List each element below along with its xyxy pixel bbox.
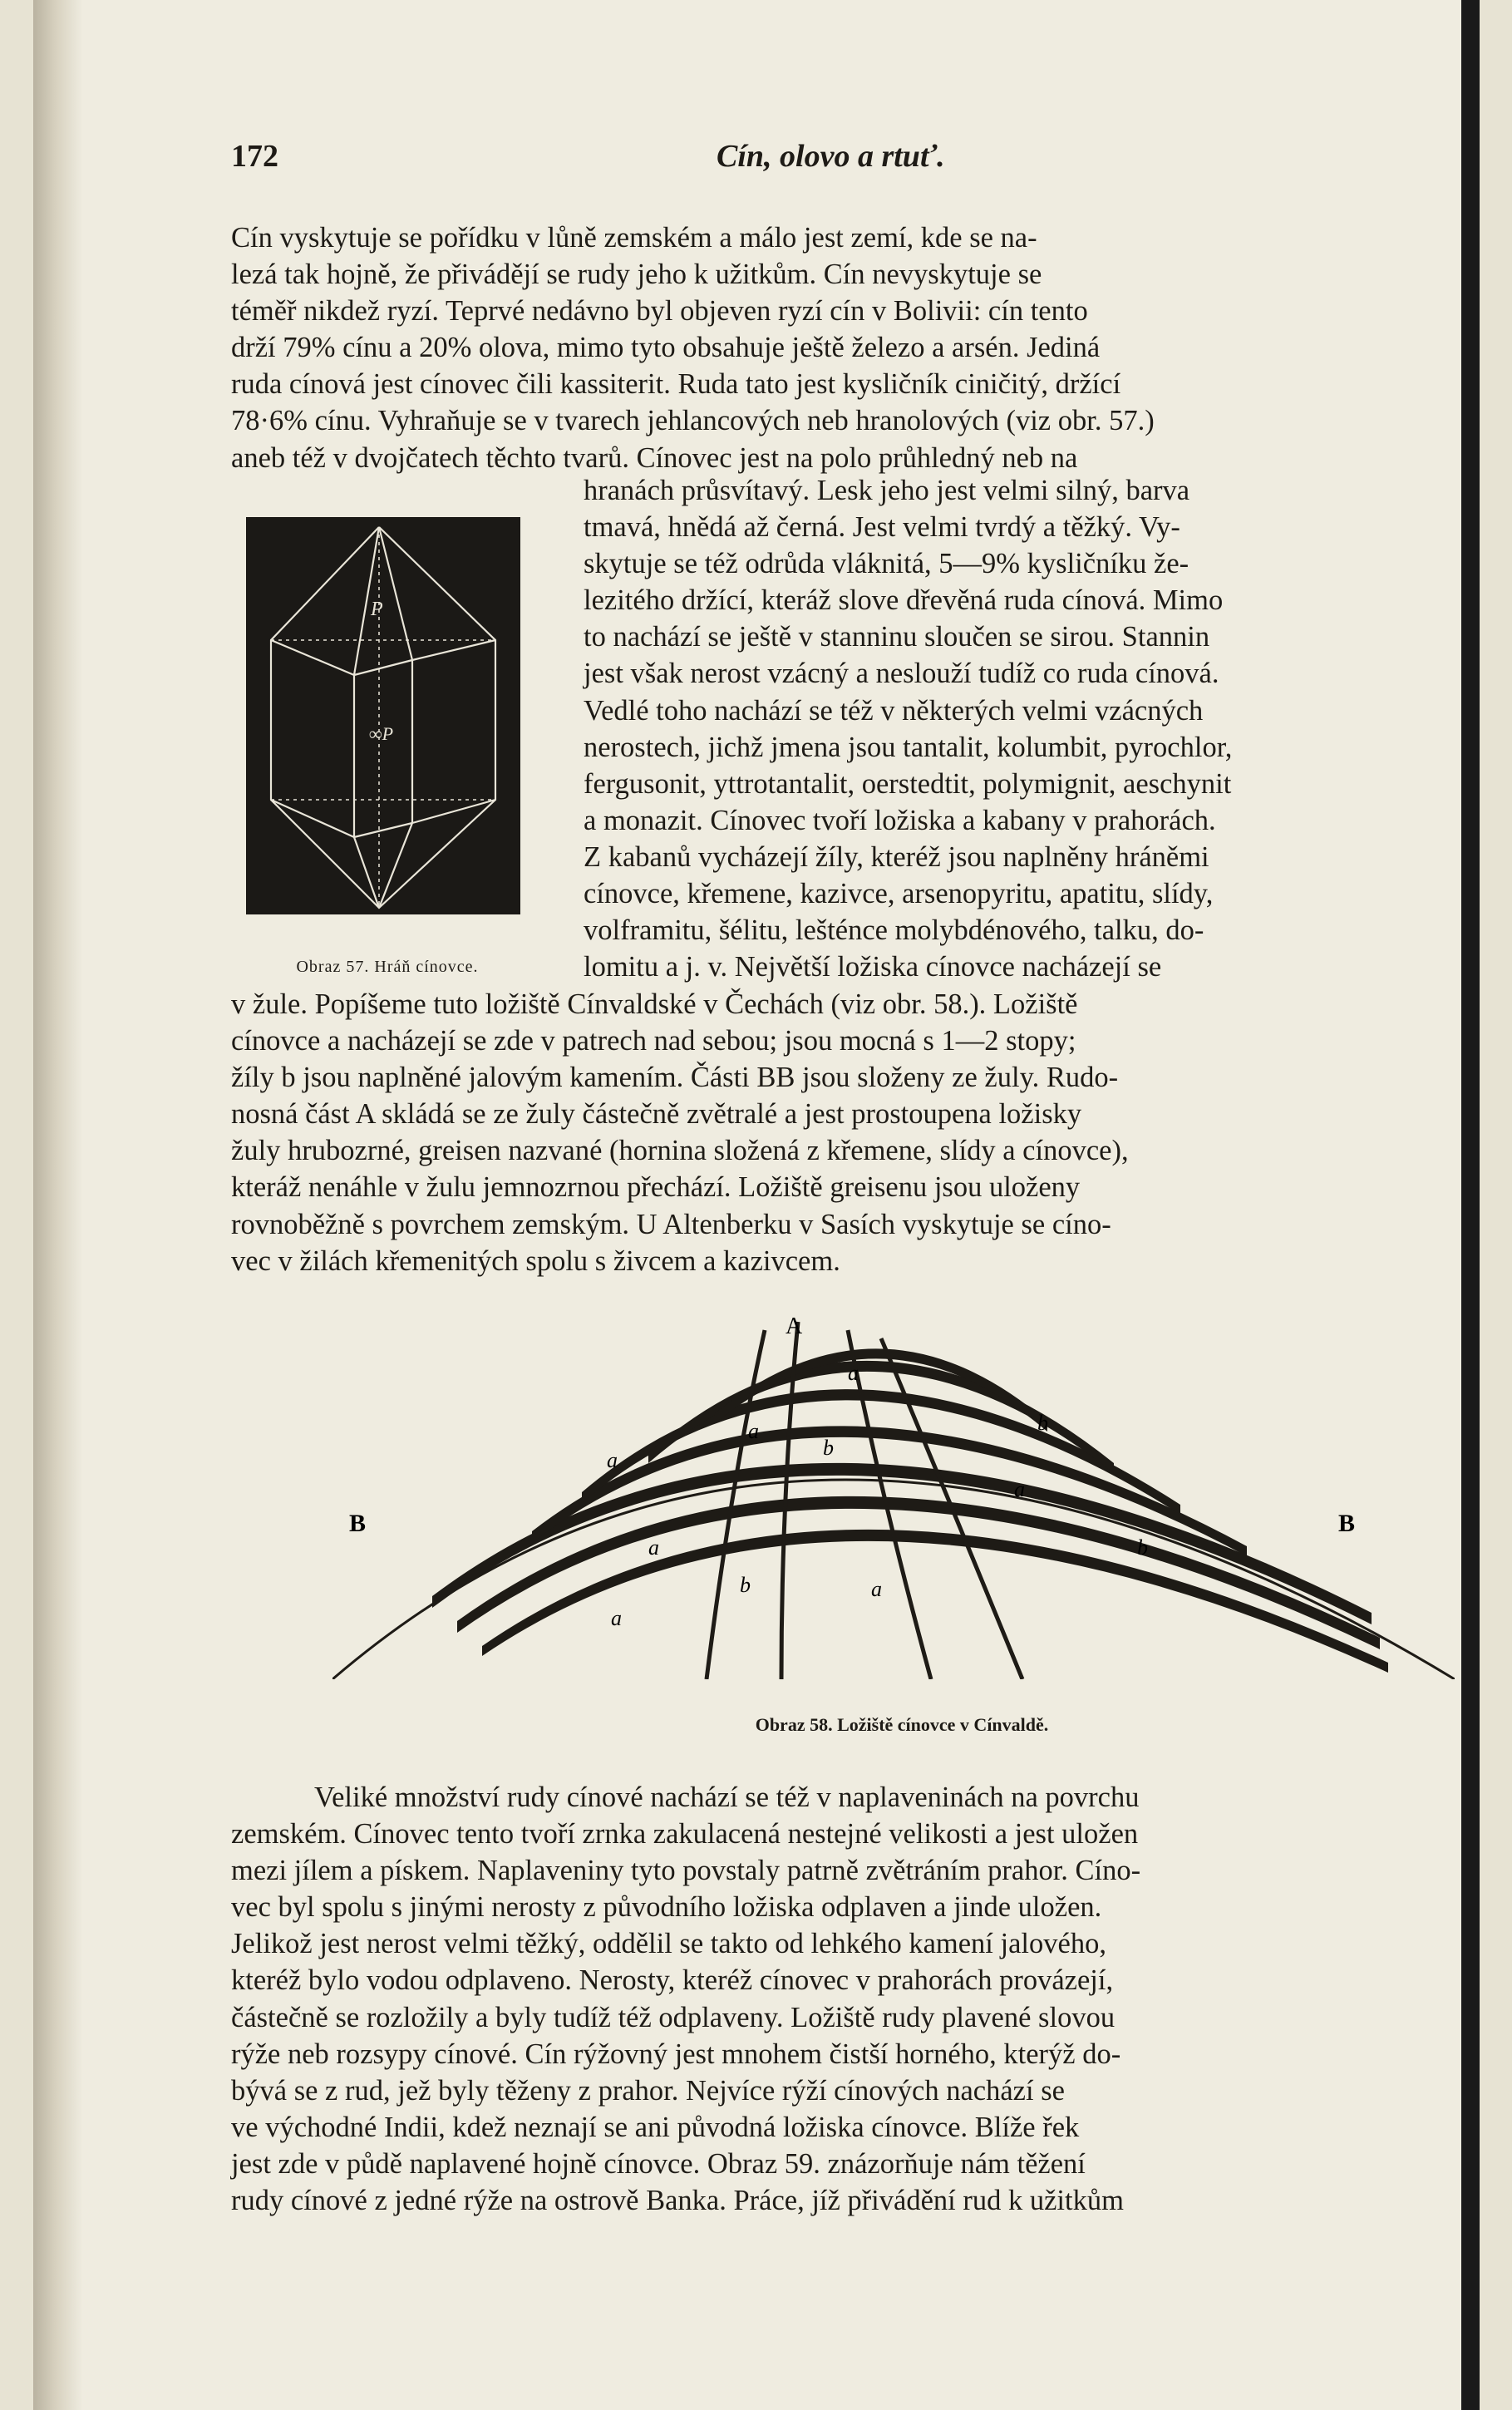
label-b: b [1137,1535,1148,1560]
ore-layers [432,1348,1388,1673]
text-line: rýže neb rozsypy cínové. Cín rýžovný jest mnohem čistší horného, kterýž do- [231,2038,1121,2070]
label-a: a [748,1419,759,1443]
label-a: a [607,1448,618,1472]
text-line: ruda cínová jest cínovec čili kassiterit. Ruda tato jest kysličník ciničitý, držící [231,368,1121,401]
text-line: nerostech, jichž jmena jsou tantalit, kolumbit, pyrochlor, [584,731,1233,763]
text-line: cínovce, křemene, kazivce, arsenopyritu, apatitu, slídy, [584,878,1214,910]
label-B-left: B [349,1510,367,1537]
text-line: lezitého držící, kteráž slove dřevěná ruda cínová. Mimo [584,584,1224,617]
label-b: b [823,1436,834,1460]
text-line: volframitu, šélitu, lešténce molybdénového, talku, do- [584,914,1204,947]
text-line: drží 79% cínu a 20% olova, mimo tyto obsahuje ještě železo a arsén. Jediná [231,332,1101,364]
running-title: Cín, olovo a rtuť. [717,139,945,174]
text-line: v žule. Popíšeme tuto ložiště Cínvaldské v Čechách (viz obr. 58.). Ložiště [231,988,1078,1020]
text-line: Z kabanů vycházejí žíly, kteréž jsou naplněny hráněmi [584,840,1209,873]
text-line: skytuje se též odrůda vláknitá, 5—9% kysličníku že- [584,548,1189,580]
text-line: a monazit. Cínovec tvoří ložiska a kabany v prahorách. [584,804,1216,836]
text-line: Veliké množství rudy cínové nachází se též v naplaveninách na povrchu [314,1782,1140,1813]
crystal-illustration [246,517,520,914]
text-line: kteráž nenáhle v žulu jemnozrnou přechází. Ložiště greisenu jsou uloženy [231,1171,1081,1204]
page-spine-shadow [33,0,83,2410]
text-line: tmavá, hnědá až černá. Jest velmi tvrdý a těžký. Vy- [584,511,1180,544]
paragraph-2 [231,1779,1446,2219]
label-a: a [848,1361,859,1385]
face-label-p: P [371,599,383,620]
text-line: jest zde v půdě naplavené hojně cínovce. Obraz 59. znázorňuje nám těžení [231,2147,1086,2180]
text-line: lomitu a j. v. Největší ložiska cínovce nacházejí se [584,951,1162,983]
text-line: Cín vyskytuje se pořídku v lůně zemském a málo jest zemí, kde se na- [231,222,1037,254]
text-line: téměř nikdež ryzí. Teprvé nedávno byl objeven ryzí cín v Bolivii: cín tento [231,295,1088,328]
text-line: žíly b jsou naplněné jalovým kamením. Části BB jsou složeny ze žuly. Rudo- [231,1062,1119,1094]
figure-58-deposit [332,1313,1455,1679]
deposit-cross-section [332,1313,1455,1679]
figure-background [246,517,520,914]
label-a: a [611,1606,622,1630]
label-b: b [740,1573,751,1597]
text-line: nosná část A skládá se ze žuly částečně zvětralé a jest prostoupena ložisky [231,1098,1082,1131]
text-line: lezá tak hojně, že přivádějí se rudy jeho k užitkům. Cín nevyskytuje se [231,259,1042,291]
text-line: mezi jílem a pískem. Naplaveniny tyto povstaly patrně zvětráním prahor. Cíno- [231,1855,1141,1887]
figure-58-caption: Obraz 58. Ložiště cínovce v Cínvaldě. [755,1714,1049,1735]
label-A: A [786,1313,803,1339]
text-line: hranách průsvítavý. Lesk jeho jest velmi silný, barva [584,475,1190,506]
text-line: 78·6% cínu. Vyhraňuje se v tvarech jehlancových neb hranolových (viz obr. 57.) [231,405,1155,437]
text-line: zemském. Cínovec tento tvoří zrnka zakulacená nestejné velikosti a jest uložen [231,1818,1139,1851]
paragraph-1-top [231,219,1446,476]
figure-57-caption: Obraz 57. Hráň cínovce. [296,958,479,976]
figure-57-crystal [246,517,520,914]
text-line: žuly hrubozrné, greisen nazvané (hornina složená z křemene, slídy a cínovce), [231,1135,1129,1167]
label-B-right: B [1338,1510,1356,1537]
text-line: bývá se z rud, jež byly těženy z prahor. Nejvíce rýží cínových nachází se [231,2074,1065,2107]
text-line: vec byl spolu s jinými nerosty z původního ložiska odplaven a jinde uložen. [231,1891,1102,1924]
text-line: Jelikož jest nerost velmi těžký, oddělil se takto od lehkého kamení jalového, [231,1928,1106,1960]
label-a: a [1014,1477,1025,1501]
text-line: částečně se rozložily a byly tudíž též odplaveny. Ložiště rudy plavené slovou [231,2001,1116,2033]
label-b: b [1037,1411,1048,1435]
page-number: 172 [231,139,278,174]
label-a: a [648,1535,659,1560]
text-line: Vedlé toho nachází se též v některých velmi vzácných [584,694,1204,727]
text-line: aneb též v dvojčatech těchto tvarů. Cínovec jest na polo průhledný neb na [231,441,1078,474]
face-label-infinity-p: ∞P [369,723,394,744]
text-line: vec v žilách křemenitých spolu s živcem a kazivcem. [231,1244,840,1277]
page-edge-border [1461,0,1480,2410]
text-line: cínovce a nacházejí se zde v patrech nad sebou; jsou mocná s 1—2 stopy; [231,1025,1076,1057]
text-line: ve východné Indii, kdež neznají se ani původná ložiska cínovce. Blíže řek [231,2111,1080,2143]
text-line: kteréž bylo vodou odplaveno. Nerosty, kteréž cínovec v prahorách provázejí, [231,1964,1114,1997]
text-line: rovnoběžně s povrchem zemským. U Altenberku v Sasích vyskytuje se cíno- [231,1208,1111,1240]
text-line: to nachází se ještě v stanninu sloučen se sirou. Stannin [584,621,1210,653]
text-line: jest však nerost vzácný a neslouží tudíž co ruda cínová. [584,658,1219,690]
text-line: rudy cínové z jedné rýže na ostrově Banka. Práce, jíž přivádění rud k užitkům [231,2185,1124,2217]
label-a: a [871,1577,882,1601]
text-line: fergusonit, yttrotantalit, oerstedtit, polymignit, aeschynit [584,767,1232,800]
paragraph-1-wrapped [584,472,1446,985]
paragraph-1-bottom [231,986,1446,1279]
